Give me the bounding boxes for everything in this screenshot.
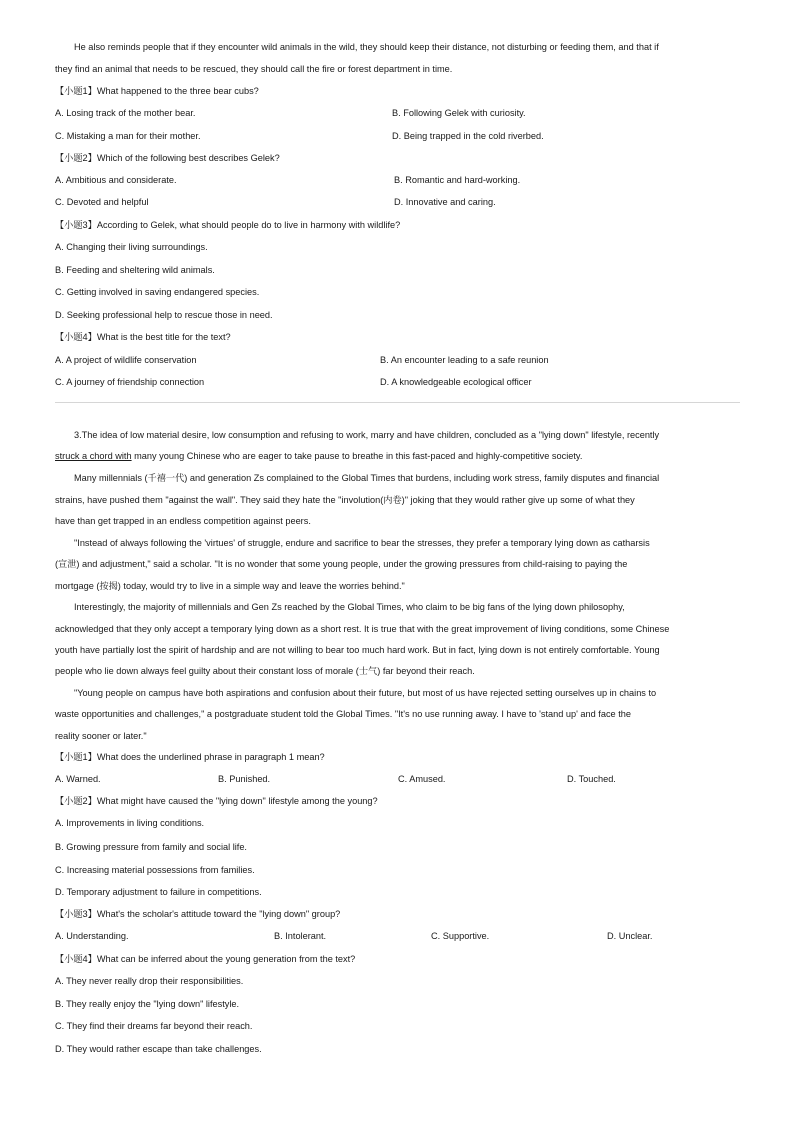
option-c: C. Getting involved in saving endangered species. (55, 287, 260, 297)
option-d: D. Innovative and caring. (394, 197, 496, 207)
option-a: A. Losing track of the mother bear. (55, 108, 196, 118)
option-a: A. Understanding. (55, 931, 129, 941)
paragraph-line: "Instead of always following the 'virtues' of struggle, endure and sacrifice to bear the stresses, they prefer a temporary lying down as catharsis (74, 538, 650, 548)
paragraph-line: they find an animal that needs to be rescued, they should call the fire or forest department in time. (55, 64, 453, 74)
paragraph-line: waste opportunities and challenges," a postgraduate student told the Global Times. "It's no use running away. I have to 'stand up' and face the (55, 709, 631, 719)
option-a: A. Warned. (55, 774, 101, 784)
option-c: C. A journey of friendship connection (55, 377, 205, 387)
section-divider (55, 402, 740, 403)
option-b: B. Intolerant. (274, 931, 327, 941)
paragraph-line: mortgage (按揭) today, would try to live in a simple way and leave the worries behind." (55, 581, 405, 591)
option-a: A. They never really drop their responsibilities. (55, 976, 244, 986)
question-stem: 【小题4】What can be inferred about the young generation from the text? (55, 954, 356, 964)
question-stem: 【小题1】What does the underlined phrase in paragraph 1 mean? (55, 752, 325, 762)
option-c: C. Mistaking a man for their mother. (55, 131, 201, 141)
option-d: D. A knowledgeable ecological officer (380, 377, 532, 387)
option-c: C. Supportive. (431, 931, 490, 941)
paragraph-line (55, 450, 745, 463)
paragraph-line: Many millennials (千禧一代) and generation Zs complained to the Global Times that burdens, including work stress, family disputes and financial (74, 473, 660, 483)
option-b: B. Romantic and hard-working. (394, 175, 521, 185)
question-stem: 【小题2】What might have caused the "lying down" lifestyle among the young? (55, 796, 378, 806)
question-stem: 【小题2】Which of the following best describes Gelek? (55, 153, 280, 163)
paragraph-line: (宣泄) and adjustment," said a scholar. "It is no wonder that some young people, under the growing pressures from child-raising to paying the (55, 559, 628, 569)
option-d: D. Seeking professional help to rescue those in need. (55, 310, 273, 320)
option-b: B. An encounter leading to a safe reunion (380, 355, 549, 365)
option-b: B. Growing pressure from family and social life. (55, 842, 247, 852)
option-b: B. Following Gelek with curiosity. (392, 108, 526, 118)
paragraph-line: have than get trapped in an endless competition against peers. (55, 516, 311, 526)
paragraph-line: 3.The idea of low material desire, low consumption and refusing to work, marry and have children, concluded as a "lying down" lifestyle, recently (74, 430, 660, 440)
paragraph-line: people who lie down always feel guilty about their constant loss of morale (士气) far beyond their reach. (55, 666, 475, 676)
paragraph-line: youth have partially lost the spirit of hardship and are not willing to bear too much hard work. But in fact, lying down is not entirely comfortable. Young (55, 645, 660, 655)
option-b: B. They really enjoy the "lying down" lifestyle. (55, 999, 240, 1009)
option-a: A. A project of wildlife conservation (55, 355, 197, 365)
option-d: D. Touched. (567, 774, 616, 784)
option-b: B. Feeding and sheltering wild animals. (55, 265, 215, 275)
paragraph-line: reality sooner or later." (55, 731, 147, 741)
paragraph-line: strains, have pushed them "against the wall". They said they hate the "involution(内卷)" joking that they would rather give up some of what they (55, 495, 635, 505)
option-a: A. Improvements in living conditions. (55, 818, 205, 828)
option-d: D. Temporary adjustment to failure in competitions. (55, 887, 262, 897)
underlined-phrase: struck a chord with (55, 451, 132, 461)
paragraph-line: acknowledged that they only accept a temporary lying down as a short rest. It is true that with the great improvement of living conditions, some Chinese (55, 624, 670, 634)
question-stem: 【小题3】What's the scholar's attitude toward the "lying down" group? (55, 909, 341, 919)
option-d: D. Being trapped in the cold riverbed. (392, 131, 544, 141)
option-d: D. They would rather escape than take challenges. (55, 1044, 262, 1054)
option-c: C. Increasing material possessions from families. (55, 865, 255, 875)
option-a: A. Ambitious and considerate. (55, 175, 177, 185)
question-stem: 【小题4】What is the best title for the text? (55, 332, 231, 342)
question-stem: 【小题3】According to Gelek, what should people do to live in harmony with wildlife? (55, 220, 401, 230)
option-b: B. Punished. (218, 774, 271, 784)
question-stem: 【小题1】What happened to the three bear cubs? (55, 86, 259, 96)
option-d: D. Unclear. (607, 931, 653, 941)
paragraph-line: "Young people on campus have both aspirations and confusion about their future, but most of us have rejected setting ourselves up in chains to (74, 688, 657, 698)
option-a: A. Changing their living surroundings. (55, 242, 208, 252)
paragraph-text: many young Chinese who are eager to take pause to breathe in this fast-paced and highly-competitive society. (131, 451, 583, 461)
paragraph-line: He also reminds people that if they encounter wild animals in the wild, they should keep their distance, not disturbing or feeding them, and that if (74, 42, 659, 52)
option-c: C. They find their dreams far beyond their reach. (55, 1021, 253, 1031)
option-c: C. Devoted and helpful (55, 197, 149, 207)
paragraph-line: Interestingly, the majority of millennials and Gen Zs reached by the Global Times, who claim to be big fans of the lying down philosophy, (74, 602, 625, 612)
option-c: C. Amused. (398, 774, 446, 784)
